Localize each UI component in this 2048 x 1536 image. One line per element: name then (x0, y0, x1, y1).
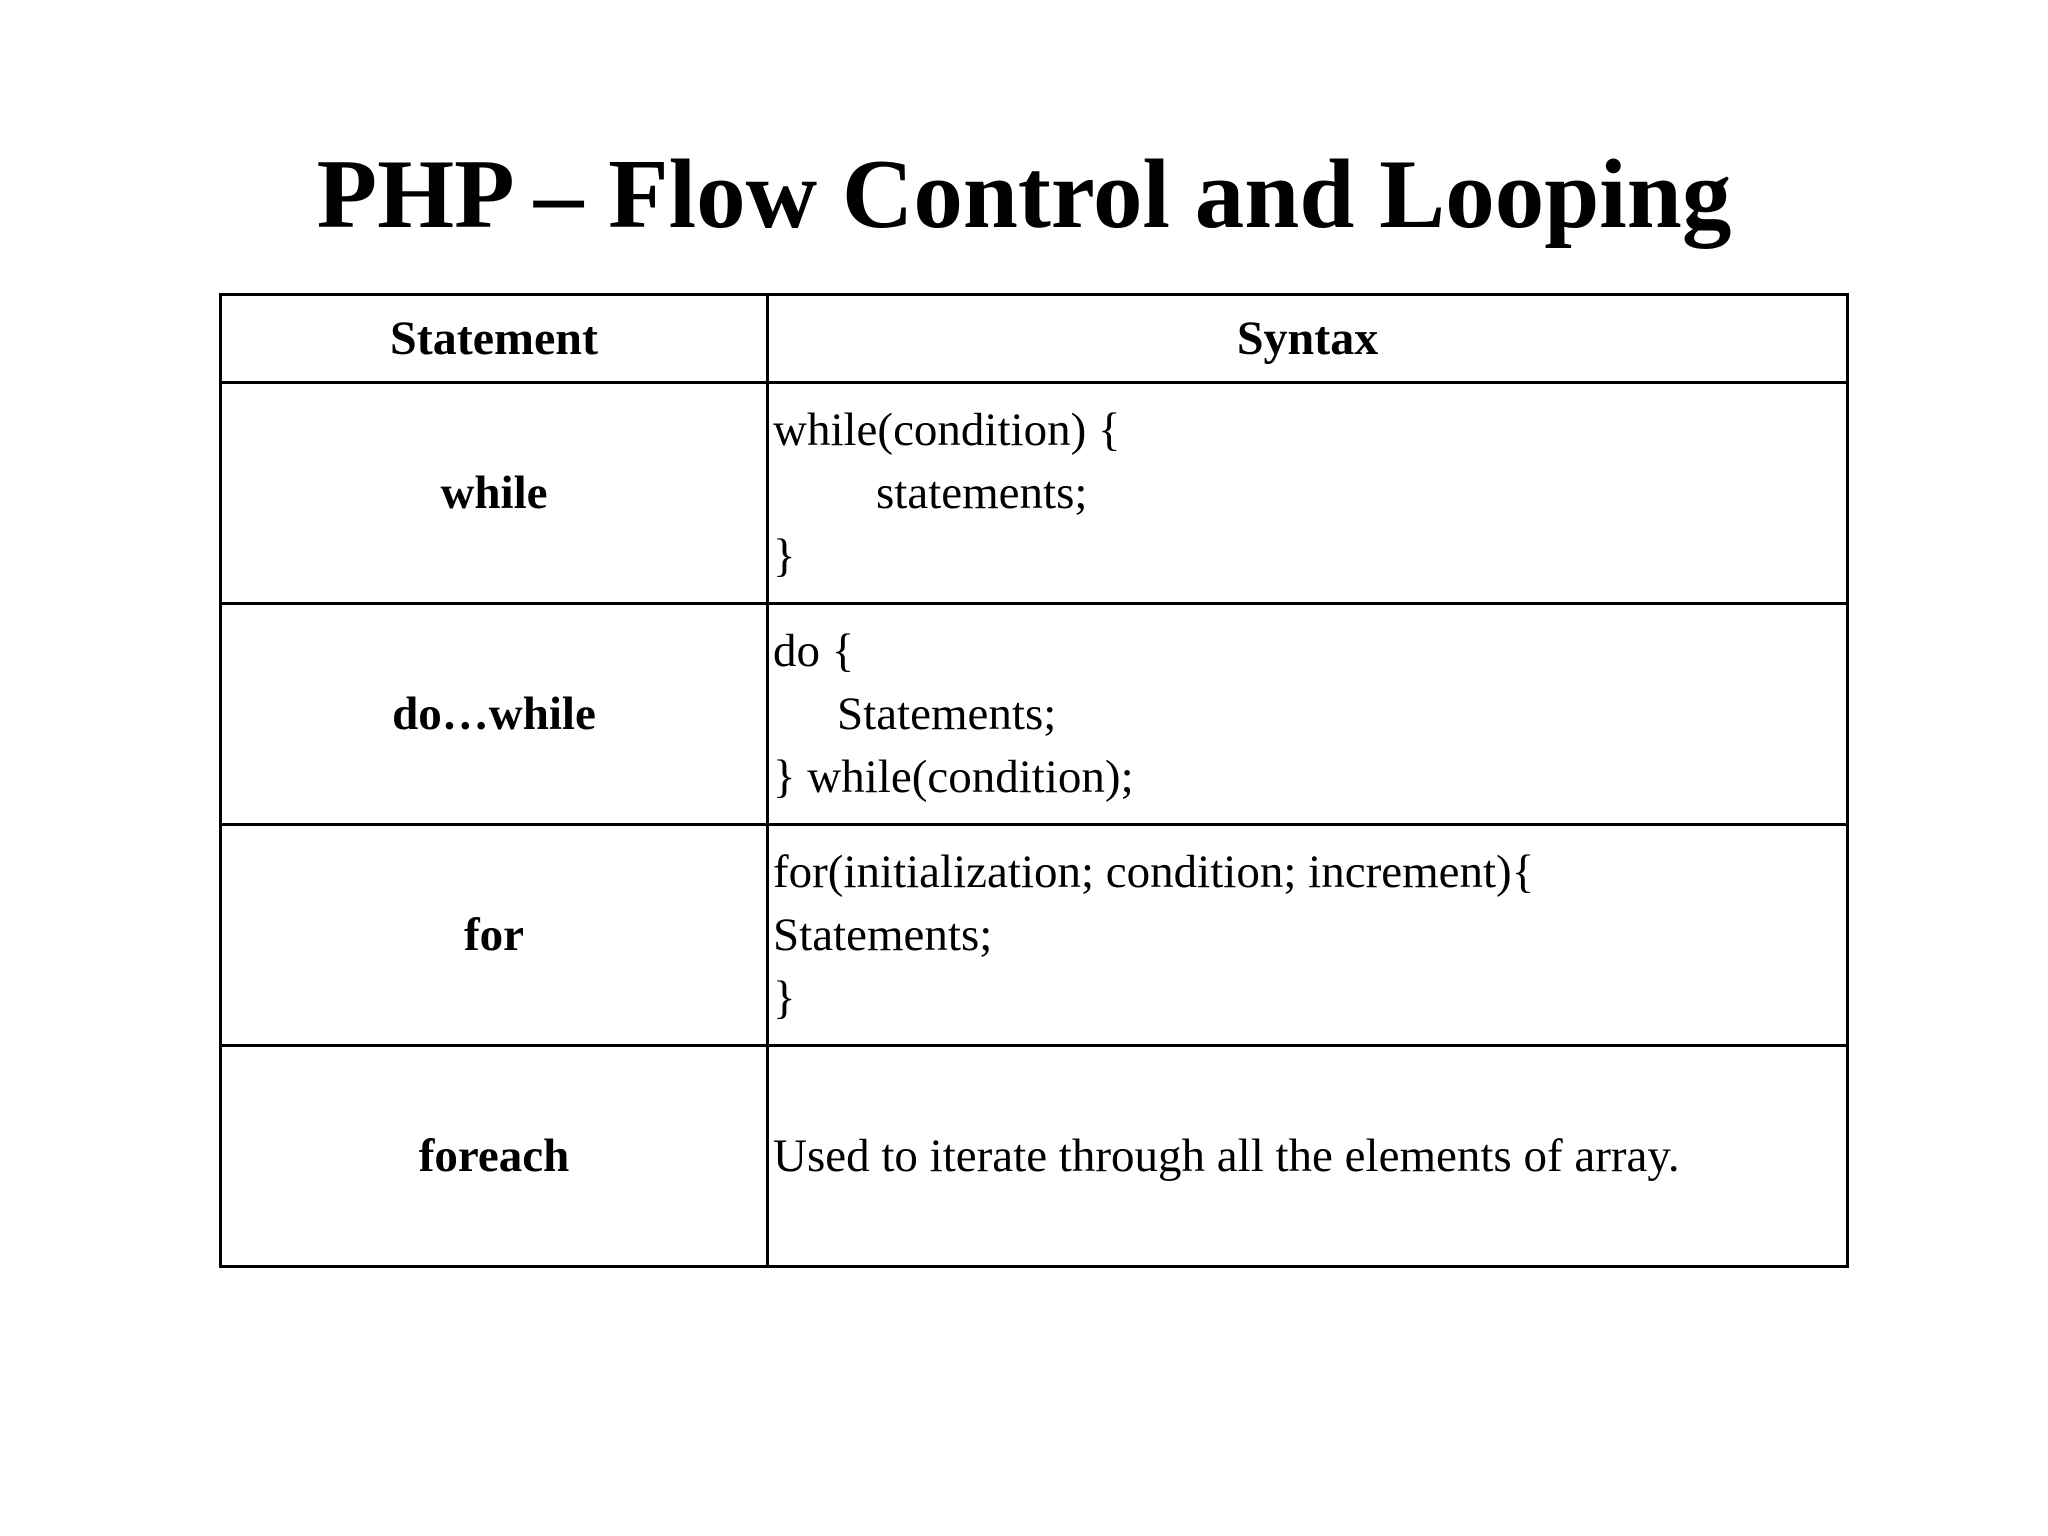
syntax-cell (768, 604, 1848, 825)
syntax-line: Statements; (773, 908, 993, 961)
syntax-line: do { (773, 624, 855, 677)
flow-control-table (219, 293, 1849, 1268)
table-row-while (221, 383, 1848, 604)
table-row-for (221, 825, 1848, 1046)
table-header-row (221, 295, 1848, 383)
slide-title: PHP – Flow Control and Looping (316, 140, 1732, 249)
syntax-cell (768, 1046, 1848, 1267)
statement-cell: do…while (221, 604, 768, 825)
syntax-line: Used to iterate through all the elements of array. (773, 1129, 1680, 1182)
table-row-do-while (221, 604, 1848, 825)
statement-cell: foreach (221, 1046, 768, 1267)
syntax-line: } while(condition); (773, 750, 1134, 803)
syntax-line: } (773, 971, 796, 1024)
table-row-foreach (221, 1046, 1848, 1267)
statement-cell: for (221, 825, 768, 1046)
syntax-line: } (773, 529, 796, 582)
syntax-cell (768, 825, 1848, 1046)
syntax-line: statements; (876, 466, 1088, 519)
syntax-cell (768, 383, 1848, 604)
syntax-line: Statements; (837, 687, 1057, 740)
syntax-line: while(condition) { (773, 403, 1121, 456)
syntax-line: for(initialization; condition; increment){ (773, 845, 1535, 898)
statement-cell: while (221, 383, 768, 604)
statement-column-header: Statement (221, 295, 768, 383)
syntax-column-header: Syntax (768, 295, 1848, 383)
